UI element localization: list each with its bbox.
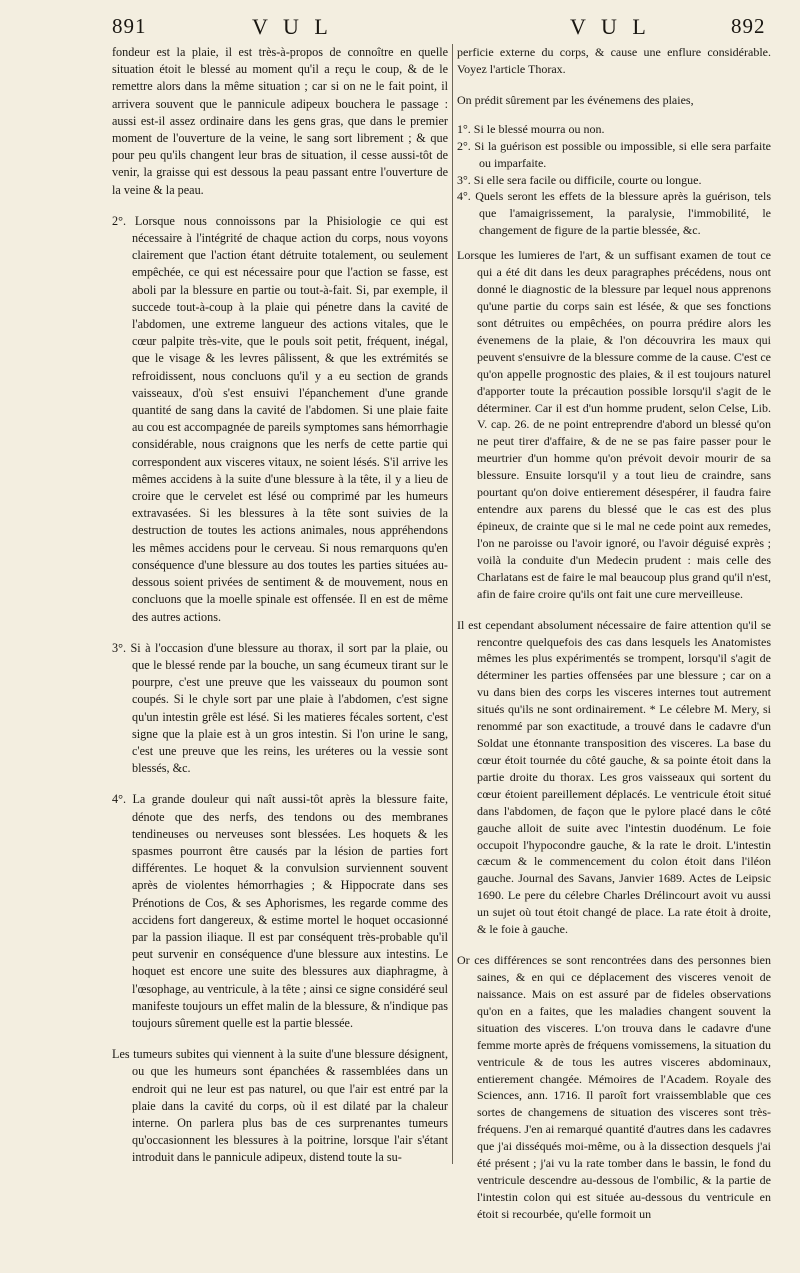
paragraph: 4°. La grande douleur qui naît aussi-tôt après la blessure faite, dénote que des nerfs, des tendons ou des membranes tendineuses ou nerveuses sont blessées. Les hoquets & les spasmes pourront être causés par la lésion de parties fort différentes. Le hoquet & la convulsion surviennent souvent après de violentes hémorrhagies ; & Hippocrate dans ses Prénotions de Cos, & ses Aphorismes, les regarde comme des accidens fort dangereux, & estime mortel le hoquet occasionné par la passion iliaque. Il est par conséquent très-probable qu'il peut survenir en conséquence d'une blessure aux intestins. Le hoquet est encore une suite des blessures aux diaphragme, à l'œsophage, au ventricule, à la tête ; ainsi ce signe considéré seul manifeste toujours un effet malin de la blessure, & n'indique pas toujours sûrement quelle est la partie blessée. — [112, 792, 448, 1030]
paragraph: 3°. Si à l'occasion d'une blessure au thorax, il sort par la plaie, ou que le blessé rende par la bouche, un sang écumeux tirant sur le pourpre, c'est une preuve que les vaisseaux du poumon sont coupés. Si le chyle sort par une plaie à l'abdomen, c'est signe qu'un intestin grêle est lésé. Si les matieres fécales sortent, c'est signe que la plaie est à un gros intestin. Si l'on urine le sang, c'est une preuve que les reins, les uréteres ou la vessie sont blessés, &c. — [112, 640, 448, 776]
list-lead: On prédit sûrement par les événemens des plaies, — [457, 92, 694, 107]
prognosis-list — [457, 121, 771, 239]
paragraph: perficie externe du corps, & cause une enflure considérable. Voyez l'article Thorax. — [457, 45, 771, 76]
left-running-head: V U L — [252, 14, 333, 39]
paragraph: fondeur est la plaie, il est très-à-propos de connoître en quelle situation étoit le blessé au moment qu'il a reçu le coup, & de le remettre alors dans la même situation ; car si on ne le fait point, il arrivera souvent que le pannicule adipeux bouchera le passage : aussi est-il assez ordinaire dans les gens gras, que dans le premier moment de l'ouverture de la veine, le sang sort librement ; & que pour peu qu'ils changent leur bras de situation, il cesse aussi-tôt de venir, la graisse qui est dessous la peau passant entre l'ouverture de la veine & la peau. — [112, 45, 448, 197]
paragraph: Or ces différences se sont rencontrées dans des personnes bien saines, & en qui ce déplacement des visceres venoit de naissance. Mais on est assuré par de fideles observations qu'on en a faites, que les maladies changent souvent la situation des visceres. L'on trouva dans le cadavre d'une femme morte après de fréquens vomissemens, la situation du ventricule & de tous les autres visceres abdominaux, entierement changée. Mémoires de l'Academ. Royale des Sciences, ann. 1716. Il paroît fort vraissemblable que ces sortes de changemens de situation des visceres sont très-fréquens. J'en ai remarqué quantité d'autres dans les cadavres que j'ai disséqués moi-même, ou à la dissection desquels j'ai été présent ; j'ai vu la rate tomber dans le bassin, le fond du ventricule descendre au-dessous de l'ombilic, & la partie de l'intestin colon qui est située au-dessous du ventricule en étoit si recourbée, qu'elle formoit un — [457, 953, 771, 1221]
left-page-number: 891 — [112, 14, 147, 38]
list-item: 2°. Si la guérison est possible ou impossible, si elle sera parfaite ou imparfaite. — [457, 138, 771, 170]
left-column — [112, 44, 448, 1181]
list-item: 3°. Si elle sera facile ou difficile, courte ou longue. — [457, 172, 702, 187]
right-running-head: V U L — [570, 14, 651, 39]
column-divider — [452, 44, 453, 1164]
page-header — [0, 4, 800, 38]
paragraph: Il est cependant absolument nécessaire de faire attention qu'il se rencontre quelquefois des cas dans lesquels les Anatomistes mêmes les plus expérimentés se trompent, lorsqu'il s'agit de déterminer les parties offensées par une blessure ; car on a vu dans bien des corps les visceres internes tout autrement situés qu'ils ne sont ordinairement. * Le célebre M. Mery, si renommé par son exactitude, a trouvé dans le cadavre d'un Soldat une étonnante transposition des visceres. La base du cœur étoit tournée du côté gauche, & sa pointe étoit dans la partie droite du thorax. Les gros vaisseaux qui sortent du cœur étoient pareillement déplacés. Le ventricule étoit situé dans l'abdomen, de façon que le pylore placé dans le côté gauche alloit de suite avec l'intestin duodénum. Le foie occupoit l'hypocondre gauche, & la rate le droit. L'intestin cæcum & le commencement du colon étoit dans l'iléon gauche. Journal des Savans, Janvier 1689. Actes de Leipsic 1690. Le pere du célebre Charles Drélincourt avoit vu aussi un sujet où tout étoit changé de place. La rate étoit à droite, & le foie à gauche. — [457, 617, 771, 937]
right-page-number: 892 — [731, 14, 766, 38]
list-item: 1°. Si le blessé mourra ou non. — [457, 121, 605, 136]
paragraph: 2°. Lorsque nous connoissons par la Phisiologie ce qui est nécessaire à l'intégrité de chaque action du corps, nous voyons clairement que l'action étant détruite totalement, ou seulement empêchée, ce qui est nécessaire pour que l'action se fasse, est aboli par la blessure en partie ou tout-à-fait. Si, par exemple, il succede tout-à-coup à la plaie qui pénetre dans la cavité de l'abdomen, une extreme langueur des actions vitales, que le cœur palpite très-vite, que le pouls soit petit, fréquent, inégal, que le visage & les levres pâlissent, & que les extrémités se refroidissent, nous concluons qu'il y a eu section de grands vaisseaux, d'où s'est ensuivi l'épanchement d'une grande quantité de sang dans la cavité de l'abdomen. Si une plaie faite au cou est accompagnée de pareils symptomes sans hémorrhagie considérable, nous craignons que les nerfs de cette partie qui correspondent aux visceres vitaux, ne soient lésés. S'il arrive les mêmes accidens à la suite d'une blessure à la tête, il y a lieu de croire que le cervelet est lésé ou comprimé par les humeurs extravasées. Si les blessures à la tête sont suivies de la destruction de toutes les actions animales, nous appréhendons les mêmes accidens pour le cerveau. Si nous remarquons qu'en conséquence d'une blessure au dos toutes les parties situées au-dessous soient privées de sentiment & de mouvement, nous en concluons que la moelle spinale est offensée. Il en est de même des autres actions. — [112, 213, 448, 624]
list-item: 4°. Quels seront les effets de la blessure après la guérison, tels que l'amaigrissement, la paralysie, l'immobilité, le changement de figure de la partie blessée, &c. — [457, 189, 771, 238]
paragraph: Lorsque les lumieres de l'art, & un suffisant examen de tout ce qui a été dit dans les deux paragraphes précédens, nous ont donné le diagnostic de la blessure par lequel nous apprenons qu'une partie du corps sain est lésée, & que ses fonctions sont détruites ou empêchées, on pourra prédire alors les évenemens de la plaie, & l'on découvrira les maux qui peuvent s'ensuivre de la blessure comme de la cause. C'est ce qu'on appelle prognostic des plaies, & il est toujours naturel d'apporter toute la précaution possible lorsqu'il s'agit de le déterminer. Car il est d'un homme prudent, selon Celse, Lib. V. cap. 26. de ne point entreprendre d'abord un blessé qu'on ne peut tirer d'affaire, & de ne se pas faire passer pour le meurtrier d'un homme qu'on prévoit devoir mourir de sa blessure. Ensuite lorsqu'il y a tout lieu de craindre, sans pourtant qu'on doive entierement désespérer, il faudra faire entendre aux parens du blessé que le cas est des plus épineux, de crainte que si le mal ne cede point aux remedes, l'on ne paroisse ou l'avoir ignoré, ou l'avoir déguisé exprès ; voilà la conduite d'un Medecin prudent : mais celle des Charlatans est de faire le mal beaucoup plus grand qu'il n'est, afin de faire croire qu'ils ont fait une cure merveilleuse. — [457, 248, 771, 601]
paragraph: Les tumeurs subites qui viennent à la suite d'une blessure désignent, ou que les humeurs sont épanchées & rassemblées dans un endroit qui ne leur est pas naturel, ou que l'air est entré par la plaie dans la cavité du corps, où il est dilaté par la chaleur interne. On parlera plus bas de ces surprenantes tumeurs qu'occasionnent les blessures à la poitrine, lorsque l'air s'étant introduit dans le pannicule adipeux, distend toute la su- — [112, 1047, 448, 1165]
right-column — [457, 44, 771, 1237]
